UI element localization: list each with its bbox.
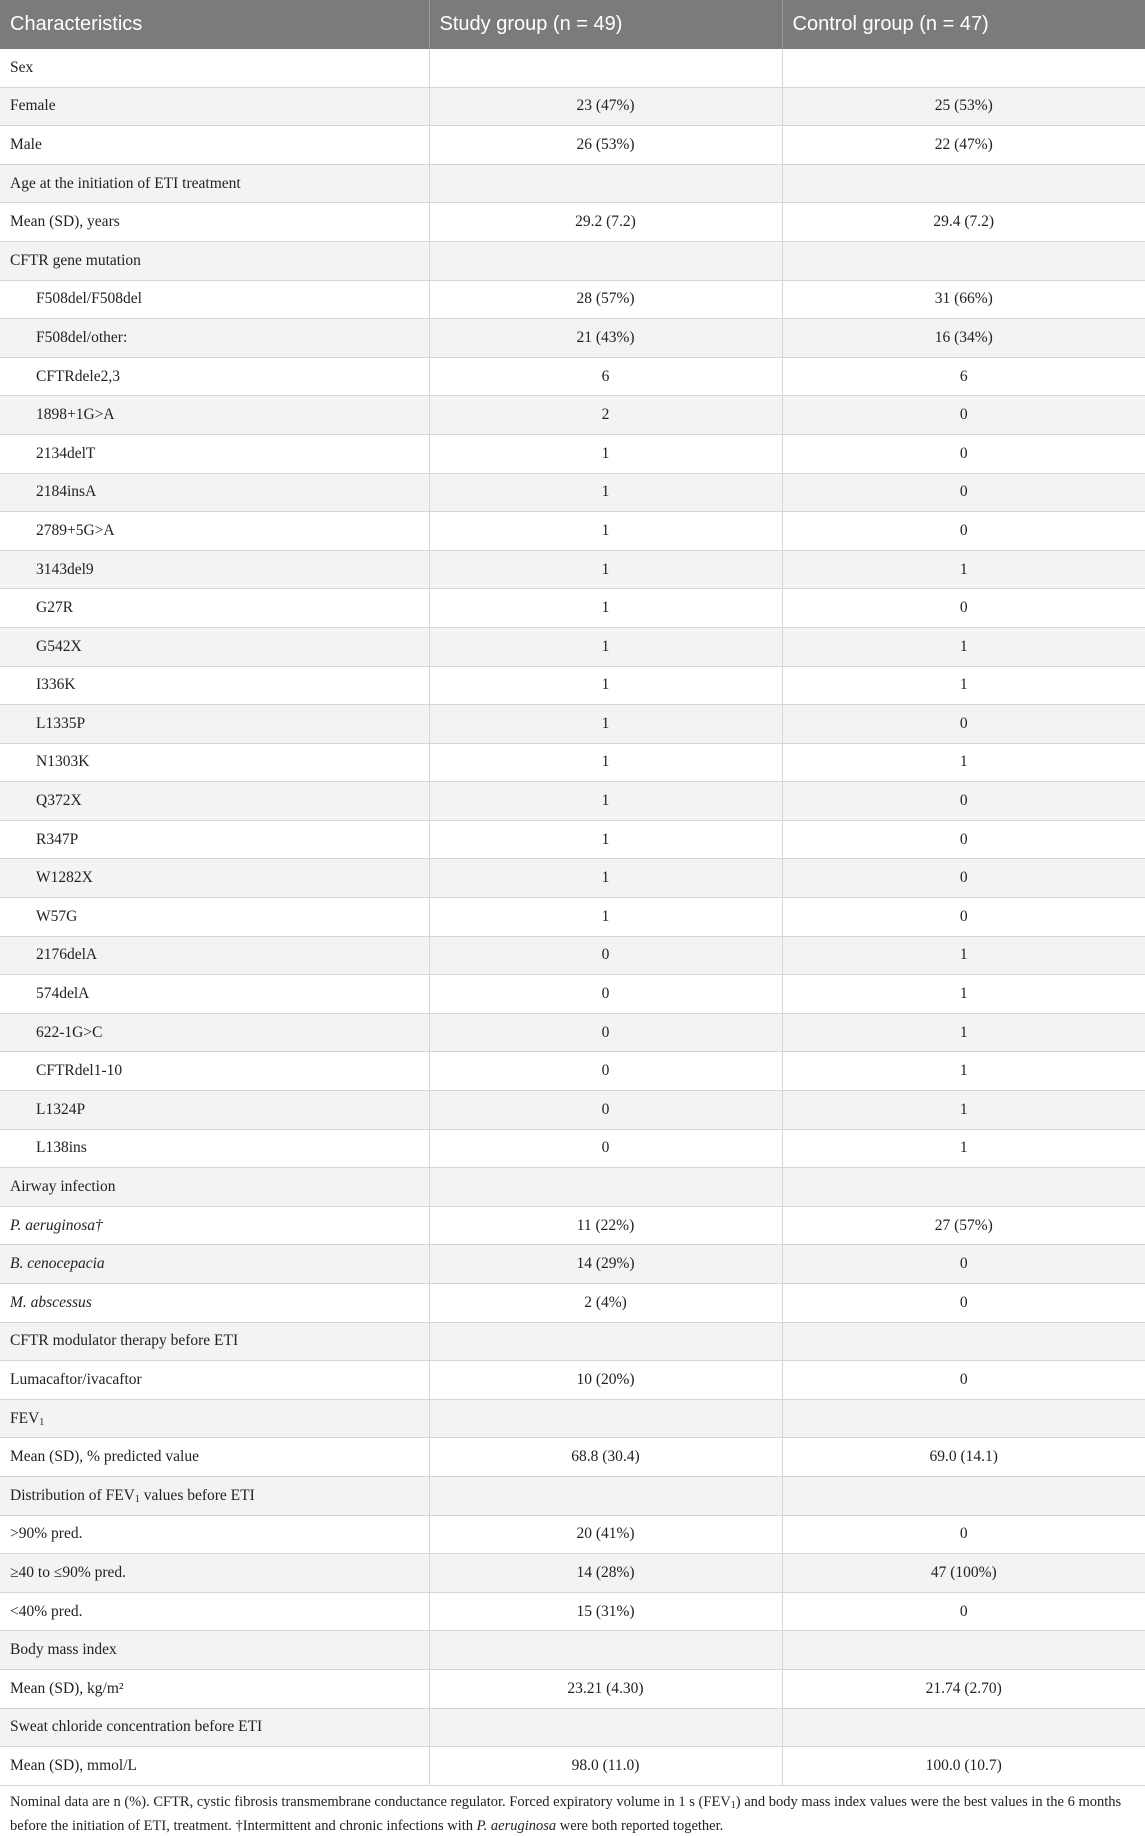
study-group-value (429, 1476, 782, 1515)
study-group-value: 23.21 (4.30) (429, 1669, 782, 1708)
row-label (0, 1129, 429, 1168)
control-group-value: 21.74 (2.70) (782, 1669, 1145, 1708)
table-section-row (0, 1476, 1145, 1515)
study-group-value: 1 (429, 743, 782, 782)
table-row (0, 1554, 1145, 1593)
table-section-row (0, 49, 1145, 87)
row-label (0, 1592, 429, 1631)
row-label (0, 319, 429, 358)
study-group-value: 0 (429, 1052, 782, 1091)
row-label-text: 2184insA (36, 483, 97, 501)
table-section-row (0, 1168, 1145, 1207)
study-group-value: 0 (429, 975, 782, 1014)
row-label (0, 705, 429, 744)
study-group-value: 23 (47%) (429, 87, 782, 126)
table-row (0, 1245, 1145, 1284)
row-label-text: Age at the initiation of ETI treatment (10, 174, 241, 192)
table-row (0, 512, 1145, 551)
study-group-value (429, 1399, 782, 1438)
row-label (0, 396, 429, 435)
row-label-text: Body mass index (10, 1641, 117, 1659)
table-row (0, 1669, 1145, 1708)
row-label-text: FEV (10, 1409, 40, 1427)
row-label-text: Q372X (36, 792, 82, 810)
study-group-value: 1 (429, 512, 782, 551)
control-group-value: 25 (53%) (782, 87, 1145, 126)
row-label-text: Sweat chloride concentration before ETI (10, 1718, 263, 1736)
row-label (0, 1245, 429, 1284)
table-row (0, 1515, 1145, 1554)
control-group-value: 0 (782, 1245, 1145, 1284)
control-group-value (782, 1631, 1145, 1670)
header-control-group: Control group (n = 47) (782, 0, 1145, 49)
row-label-text: Sex (10, 58, 34, 76)
row-label (0, 164, 429, 203)
table-section-row (0, 164, 1145, 203)
control-group-value (782, 241, 1145, 280)
row-label (0, 512, 429, 551)
study-group-value: 1 (429, 434, 782, 473)
table-row (0, 898, 1145, 937)
control-group-value (782, 49, 1145, 87)
row-label-text: 622-1G>C (36, 1023, 103, 1041)
row-label (0, 126, 429, 165)
study-group-value: 2 (4%) (429, 1284, 782, 1323)
row-label-text: ≥40 to ≤90% pred. (10, 1563, 127, 1581)
control-group-value (782, 1708, 1145, 1747)
study-group-value: 29.2 (7.2) (429, 203, 782, 242)
row-label (0, 1168, 429, 1207)
row-label-text: G542X (36, 637, 82, 655)
table-row (0, 396, 1145, 435)
row-label-text: F508del/other: (36, 328, 128, 346)
study-group-value: 1 (429, 705, 782, 744)
table-row (0, 820, 1145, 859)
table-row (0, 280, 1145, 319)
control-group-value: 0 (782, 898, 1145, 937)
row-label-subscript: 1 (39, 1416, 45, 1428)
table-row (0, 936, 1145, 975)
study-group-value: 1 (429, 473, 782, 512)
row-label (0, 1708, 429, 1747)
control-group-value: 0 (782, 820, 1145, 859)
row-label-text: P. aeruginosa† (10, 1216, 103, 1234)
row-label (0, 627, 429, 666)
control-group-value: 0 (782, 434, 1145, 473)
row-label-text: 2134delT (36, 444, 96, 462)
table-row (0, 589, 1145, 628)
control-group-value (782, 1476, 1145, 1515)
row-label (0, 1631, 429, 1670)
row-label (0, 473, 429, 512)
study-group-value: 15 (31%) (429, 1592, 782, 1631)
control-group-value: 1 (782, 627, 1145, 666)
study-group-value: 1 (429, 820, 782, 859)
table-row (0, 203, 1145, 242)
control-group-value: 16 (34%) (782, 319, 1145, 358)
row-label (0, 898, 429, 937)
control-group-value: 0 (782, 473, 1145, 512)
control-group-value: 69.0 (14.1) (782, 1438, 1145, 1477)
table-section-row (0, 1322, 1145, 1361)
row-label-text: I336K (36, 676, 76, 694)
study-group-value (429, 1322, 782, 1361)
table-row (0, 1013, 1145, 1052)
row-label (0, 203, 429, 242)
control-group-value (782, 1399, 1145, 1438)
row-label-text: 1898+1G>A (36, 406, 115, 424)
control-group-value (782, 1168, 1145, 1207)
table-row (0, 743, 1145, 782)
row-label (0, 975, 429, 1014)
row-label-text: CFTRdel1-10 (36, 1062, 123, 1080)
study-group-value (429, 49, 782, 87)
row-label-text: Mean (SD), % predicted value (10, 1448, 199, 1466)
table-section-row (0, 1399, 1145, 1438)
footnote-italic: P. aeruginosa (476, 1817, 557, 1834)
row-label (0, 1515, 429, 1554)
row-label (0, 87, 429, 126)
control-group-value: 22 (47%) (782, 126, 1145, 165)
row-label-text: 574delA (36, 985, 90, 1003)
control-group-value: 1 (782, 936, 1145, 975)
control-group-value: 6 (782, 357, 1145, 396)
table-body (0, 49, 1145, 1785)
row-label-text: F508del/F508del (36, 290, 142, 308)
row-label-text: >90% pred. (10, 1525, 83, 1543)
row-label-text: W57G (36, 907, 78, 925)
table-row (0, 705, 1145, 744)
study-group-value: 2 (429, 396, 782, 435)
control-group-value: 0 (782, 396, 1145, 435)
table-row (0, 1206, 1145, 1245)
row-label (0, 1747, 429, 1786)
table-row (0, 1129, 1145, 1168)
row-label-text: Mean (SD), mmol/L (10, 1756, 137, 1774)
row-label (0, 49, 429, 87)
table-row (0, 1438, 1145, 1477)
row-label (0, 550, 429, 589)
row-label (0, 782, 429, 821)
control-group-value: 0 (782, 1284, 1145, 1323)
row-label (0, 1322, 429, 1361)
study-group-value: 14 (29%) (429, 1245, 782, 1284)
control-group-value: 1 (782, 975, 1145, 1014)
study-group-value: 11 (22%) (429, 1206, 782, 1245)
row-label (0, 936, 429, 975)
study-group-value: 1 (429, 782, 782, 821)
row-label (0, 1052, 429, 1091)
row-label-suffix: values before ETI (139, 1486, 255, 1504)
control-group-value (782, 164, 1145, 203)
study-group-value (429, 1708, 782, 1747)
row-label-text: R347P (36, 830, 79, 848)
control-group-value: 0 (782, 859, 1145, 898)
table-section-row (0, 241, 1145, 280)
row-label-text: Mean (SD), years (10, 213, 120, 231)
study-group-value: 6 (429, 357, 782, 396)
study-group-value: 14 (28%) (429, 1554, 782, 1593)
row-label-text: 3143del9 (36, 560, 94, 578)
control-group-value: 1 (782, 743, 1145, 782)
row-label-text: Airway infection (10, 1178, 116, 1196)
study-group-value: 0 (429, 1091, 782, 1130)
control-group-value: 29.4 (7.2) (782, 203, 1145, 242)
row-label-text: L138ins (36, 1139, 87, 1157)
study-group-value (429, 164, 782, 203)
study-group-value: 28 (57%) (429, 280, 782, 319)
footnote-part1: Nominal data are n (%). CFTR, cystic fibrosis transmembrane conductance regulator. Forced expiratory volume in 1 s (FEV (10, 1793, 731, 1810)
control-group-value: 31 (66%) (782, 280, 1145, 319)
row-label (0, 666, 429, 705)
row-label (0, 1206, 429, 1245)
row-label-text: N1303K (36, 753, 90, 771)
row-label-text: CFTR gene mutation (10, 251, 141, 269)
footnote-part3: were both reported together. (556, 1817, 724, 1834)
table-row (0, 87, 1145, 126)
control-group-value: 0 (782, 782, 1145, 821)
table-header (0, 0, 1145, 49)
control-group-value (782, 1322, 1145, 1361)
row-label-text: L1335P (36, 714, 86, 732)
row-label (0, 1284, 429, 1323)
table-section-row (0, 1708, 1145, 1747)
row-label-text: Distribution of FEV (10, 1486, 135, 1504)
control-group-value: 1 (782, 550, 1145, 589)
table-row (0, 666, 1145, 705)
row-label-text: 2789+5G>A (36, 521, 115, 539)
study-group-value: 0 (429, 1129, 782, 1168)
row-label-text: 2176delA (36, 946, 98, 964)
table-row (0, 319, 1145, 358)
study-group-value (429, 1168, 782, 1207)
study-group-value: 26 (53%) (429, 126, 782, 165)
row-label (0, 1399, 429, 1438)
control-group-value: 27 (57%) (782, 1206, 1145, 1245)
row-label-text: <40% pred. (10, 1602, 83, 1620)
control-group-value: 0 (782, 1361, 1145, 1400)
study-group-value: 1 (429, 666, 782, 705)
row-label (0, 1438, 429, 1477)
row-label (0, 434, 429, 473)
table-row (0, 782, 1145, 821)
control-group-value: 1 (782, 1013, 1145, 1052)
footnote-sub: 1 (730, 1799, 736, 1811)
table-row (0, 1747, 1145, 1786)
control-group-value: 0 (782, 1592, 1145, 1631)
header-study-group: Study group (n = 49) (429, 0, 782, 49)
row-label-text: B. cenocepacia (10, 1255, 105, 1273)
table-row (0, 1091, 1145, 1130)
row-label-text: Male (10, 135, 42, 153)
study-group-value: 21 (43%) (429, 319, 782, 358)
table-section-row (0, 1631, 1145, 1670)
study-group-value: 1 (429, 859, 782, 898)
table-row (0, 627, 1145, 666)
row-label-text: Mean (SD), kg/m² (10, 1679, 124, 1697)
study-group-value: 68.8 (30.4) (429, 1438, 782, 1477)
row-label-text: L1324P (36, 1100, 86, 1118)
row-label (0, 1091, 429, 1130)
row-label (0, 1361, 429, 1400)
row-label-text: Female (10, 97, 56, 115)
table-row (0, 975, 1145, 1014)
row-label (0, 1476, 429, 1515)
study-group-value: 1 (429, 627, 782, 666)
footnote-part2: ) and body mass index values were the best values in the 6 months before the initiation of ETI, treatment. †Intermittent and chronic infections with (10, 1793, 1122, 1834)
control-group-value: 47 (100%) (782, 1554, 1145, 1593)
row-label (0, 1013, 429, 1052)
row-label-text: CFTR modulator therapy before ETI (10, 1332, 239, 1350)
control-group-value: 0 (782, 589, 1145, 628)
header-characteristics: Characteristics (0, 0, 429, 49)
control-group-value: 1 (782, 1052, 1145, 1091)
control-group-value: 0 (782, 512, 1145, 551)
row-label (0, 280, 429, 319)
study-group-value: 0 (429, 936, 782, 975)
control-group-value: 0 (782, 1515, 1145, 1554)
table-row (0, 859, 1145, 898)
study-group-value: 98.0 (11.0) (429, 1747, 782, 1786)
study-group-value: 10 (20%) (429, 1361, 782, 1400)
study-group-value: 1 (429, 898, 782, 937)
row-label-text: W1282X (36, 869, 93, 887)
row-label (0, 859, 429, 898)
row-label-text: CFTRdele2,3 (36, 367, 120, 385)
table-footnote (0, 1786, 1145, 1836)
table-row (0, 434, 1145, 473)
table-row (0, 126, 1145, 165)
study-group-value (429, 1631, 782, 1670)
control-group-value: 1 (782, 666, 1145, 705)
header-row (0, 0, 1145, 49)
study-group-value: 0 (429, 1013, 782, 1052)
table-row (0, 357, 1145, 396)
study-group-value (429, 241, 782, 280)
row-label (0, 743, 429, 782)
table-row (0, 550, 1145, 589)
study-group-value: 1 (429, 550, 782, 589)
table-row (0, 1284, 1145, 1323)
study-group-value: 20 (41%) (429, 1515, 782, 1554)
control-group-value: 1 (782, 1129, 1145, 1168)
table-row (0, 1052, 1145, 1091)
row-label-text: M. abscessus (10, 1293, 92, 1311)
row-label (0, 357, 429, 396)
study-group-value: 1 (429, 589, 782, 628)
table-row (0, 1592, 1145, 1631)
table-row (0, 1361, 1145, 1400)
row-label (0, 1669, 429, 1708)
row-label-text: Lumacaftor/ivacaftor (10, 1370, 142, 1388)
table-row (0, 473, 1145, 512)
row-label (0, 589, 429, 628)
row-label (0, 241, 429, 280)
row-label-text: G27R (36, 599, 74, 617)
row-label (0, 820, 429, 859)
row-label (0, 1554, 429, 1593)
row-label-subscript: 1 (134, 1493, 140, 1505)
control-group-value: 1 (782, 1091, 1145, 1130)
control-group-value: 0 (782, 705, 1145, 744)
control-group-value: 100.0 (10.7) (782, 1747, 1145, 1786)
